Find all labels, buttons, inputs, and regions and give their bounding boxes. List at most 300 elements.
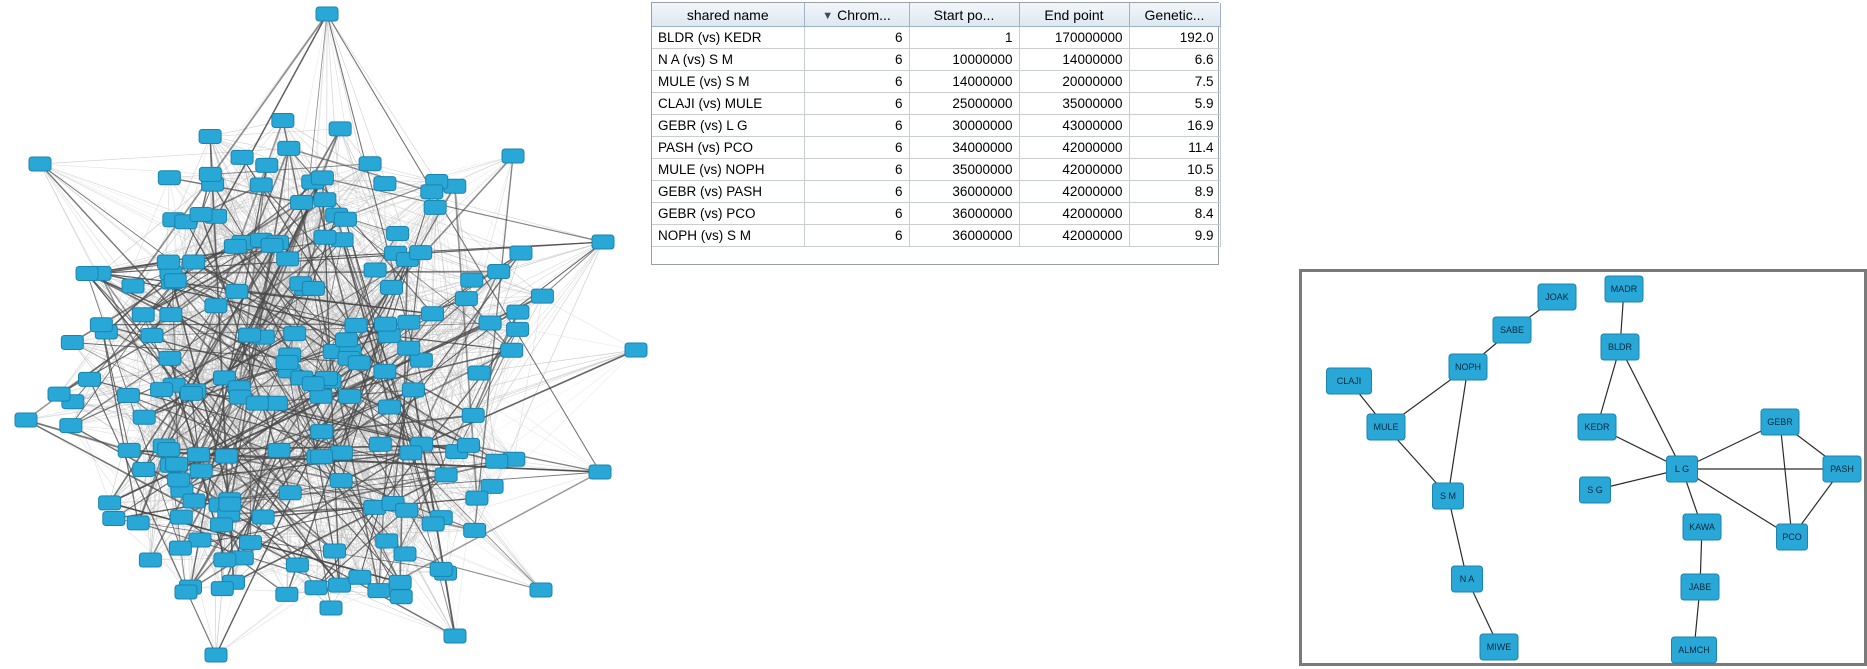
network-node[interactable] bbox=[507, 305, 529, 319]
node-rect[interactable] bbox=[311, 425, 333, 439]
node-rect[interactable] bbox=[376, 534, 398, 548]
network-node[interactable] bbox=[60, 419, 82, 433]
network-node[interactable] bbox=[387, 226, 409, 240]
node-rect[interactable] bbox=[188, 448, 210, 462]
node-rect[interactable] bbox=[164, 274, 186, 288]
network-node[interactable] bbox=[158, 171, 180, 185]
node-rect[interactable] bbox=[170, 510, 192, 524]
network-node[interactable] bbox=[239, 328, 261, 342]
table-row[interactable] bbox=[652, 71, 1220, 93]
node-rect[interactable] bbox=[272, 114, 294, 128]
node-rect[interactable] bbox=[464, 523, 486, 537]
edge-table-panel[interactable] bbox=[651, 2, 1219, 265]
network-node[interactable] bbox=[311, 171, 333, 185]
table-row[interactable] bbox=[652, 49, 1220, 71]
node-rect[interactable] bbox=[530, 583, 552, 597]
network-node[interactable] bbox=[430, 562, 452, 576]
node-rect[interactable] bbox=[205, 648, 227, 662]
network-node[interactable] bbox=[311, 425, 333, 439]
node-rect[interactable] bbox=[190, 464, 212, 478]
node-rect[interactable] bbox=[368, 584, 390, 598]
node-rect[interactable] bbox=[224, 239, 246, 253]
network-node[interactable] bbox=[466, 491, 488, 505]
node-rect[interactable] bbox=[468, 366, 490, 380]
node-rect[interactable] bbox=[375, 317, 397, 331]
node-rect[interactable] bbox=[48, 387, 70, 401]
network-node[interactable] bbox=[531, 289, 553, 303]
network-node[interactable] bbox=[320, 601, 342, 615]
network-node[interactable] bbox=[272, 114, 294, 128]
node-rect[interactable] bbox=[180, 386, 202, 400]
small-network-graph[interactable] bbox=[1299, 269, 1867, 666]
network-node[interactable] bbox=[118, 443, 140, 457]
node-rect[interactable] bbox=[462, 408, 484, 422]
node-rect[interactable] bbox=[311, 450, 333, 464]
network-node[interactable] bbox=[291, 195, 313, 209]
column-header-chromosome[interactable] bbox=[804, 3, 909, 27]
network-node[interactable] bbox=[349, 570, 371, 584]
node-rect[interactable] bbox=[133, 410, 155, 424]
node-rect[interactable] bbox=[369, 437, 391, 451]
network-node[interactable] bbox=[160, 308, 182, 322]
node-rect[interactable] bbox=[592, 235, 614, 249]
network-node[interactable] bbox=[133, 463, 155, 477]
node-rect[interactable] bbox=[276, 355, 298, 369]
node-rect[interactable] bbox=[398, 315, 420, 329]
node-rect[interactable] bbox=[141, 329, 163, 343]
node-rect[interactable] bbox=[479, 316, 501, 330]
network-node-s-g[interactable] bbox=[1580, 477, 1611, 503]
network-node[interactable] bbox=[133, 410, 155, 424]
network-node[interactable] bbox=[424, 200, 446, 214]
node-rect[interactable] bbox=[458, 438, 480, 452]
node-rect[interactable] bbox=[199, 129, 221, 143]
node-rect[interactable] bbox=[215, 449, 237, 463]
node-rect[interactable] bbox=[183, 494, 205, 508]
network-node[interactable] bbox=[369, 437, 391, 451]
network-node[interactable] bbox=[183, 255, 205, 269]
node-rect[interactable] bbox=[314, 193, 336, 207]
network-node[interactable] bbox=[364, 263, 386, 277]
node-rect[interactable] bbox=[502, 149, 524, 163]
table-body[interactable] bbox=[652, 27, 1220, 247]
node-rect[interactable] bbox=[466, 491, 488, 505]
large-network-graph[interactable] bbox=[0, 0, 648, 669]
node-rect[interactable] bbox=[589, 465, 611, 479]
node-rect[interactable] bbox=[133, 463, 155, 477]
network-node[interactable] bbox=[214, 553, 236, 567]
small-network-svg[interactable] bbox=[1302, 272, 1864, 663]
node-rect[interactable] bbox=[277, 252, 299, 266]
network-node-madr[interactable] bbox=[1605, 276, 1643, 302]
node-rect[interactable] bbox=[501, 343, 523, 357]
node-rect[interactable] bbox=[279, 486, 301, 500]
network-node[interactable] bbox=[455, 292, 477, 306]
node-rect[interactable] bbox=[316, 7, 338, 21]
node-rect[interactable] bbox=[158, 443, 180, 457]
node-rect[interactable] bbox=[396, 503, 418, 517]
network-node[interactable] bbox=[488, 265, 510, 279]
node-rect[interactable] bbox=[329, 122, 351, 136]
table-row[interactable] bbox=[652, 93, 1220, 115]
network-node[interactable] bbox=[374, 177, 396, 191]
node-rect[interactable] bbox=[219, 497, 241, 511]
node-rect[interactable] bbox=[132, 308, 154, 322]
node-rect[interactable] bbox=[190, 207, 212, 221]
network-node[interactable] bbox=[175, 585, 197, 599]
network-node[interactable] bbox=[164, 274, 186, 288]
network-node[interactable] bbox=[276, 355, 298, 369]
network-node[interactable] bbox=[330, 474, 352, 488]
network-node[interactable] bbox=[117, 389, 139, 403]
node-rect[interactable] bbox=[507, 305, 529, 319]
network-node[interactable] bbox=[277, 252, 299, 266]
network-node[interactable] bbox=[157, 255, 179, 269]
node-rect[interactable] bbox=[461, 273, 483, 287]
network-node[interactable] bbox=[359, 157, 381, 171]
node-rect[interactable] bbox=[305, 581, 327, 595]
node-rect[interactable] bbox=[435, 468, 457, 482]
node-rect[interactable] bbox=[430, 562, 452, 576]
node-rect[interactable] bbox=[291, 195, 313, 209]
node-rect[interactable] bbox=[246, 396, 268, 410]
network-node[interactable] bbox=[276, 587, 298, 601]
network-node[interactable] bbox=[339, 389, 361, 403]
network-node[interactable] bbox=[390, 590, 412, 604]
network-node[interactable] bbox=[389, 575, 411, 589]
table-row[interactable] bbox=[652, 203, 1220, 225]
network-node[interactable] bbox=[422, 517, 444, 531]
network-node[interactable] bbox=[170, 510, 192, 524]
node-rect[interactable] bbox=[422, 517, 444, 531]
network-node[interactable] bbox=[78, 372, 100, 386]
network-node[interactable] bbox=[305, 581, 327, 595]
network-node[interactable] bbox=[311, 450, 333, 464]
column-header-shared-name[interactable] bbox=[652, 3, 804, 27]
node-rect[interactable] bbox=[199, 167, 221, 181]
node-rect[interactable] bbox=[378, 400, 400, 414]
network-node[interactable] bbox=[435, 468, 457, 482]
network-node[interactable] bbox=[180, 386, 202, 400]
node-rect[interactable] bbox=[345, 318, 367, 332]
network-node[interactable] bbox=[368, 584, 390, 598]
column-header-start-point[interactable] bbox=[909, 3, 1019, 27]
network-node-miwe[interactable] bbox=[1480, 634, 1518, 660]
node-rect[interactable] bbox=[389, 575, 411, 589]
node-rect[interactable] bbox=[400, 446, 422, 460]
network-node[interactable] bbox=[284, 327, 306, 341]
large-network-svg[interactable] bbox=[0, 0, 648, 669]
node-rect[interactable] bbox=[117, 389, 139, 403]
network-node[interactable] bbox=[226, 284, 248, 298]
network-node[interactable] bbox=[345, 318, 367, 332]
node-rect[interactable] bbox=[421, 185, 443, 199]
network-node[interactable] bbox=[103, 512, 125, 526]
network-node[interactable] bbox=[458, 438, 480, 452]
network-node[interactable] bbox=[530, 583, 552, 597]
node-rect[interactable] bbox=[159, 351, 181, 365]
network-node[interactable] bbox=[256, 158, 278, 172]
network-node-l-g[interactable] bbox=[1667, 456, 1698, 482]
network-node[interactable] bbox=[166, 457, 188, 471]
node-rect[interactable] bbox=[349, 570, 371, 584]
node-rect[interactable] bbox=[90, 318, 112, 332]
network-node[interactable] bbox=[224, 239, 246, 253]
node-rect[interactable] bbox=[183, 255, 205, 269]
node-rect[interactable] bbox=[510, 246, 532, 260]
network-node[interactable] bbox=[398, 315, 420, 329]
network-node[interactable] bbox=[189, 533, 211, 547]
node-rect[interactable] bbox=[99, 496, 121, 510]
network-node[interactable] bbox=[205, 299, 227, 313]
node-rect[interactable] bbox=[323, 544, 345, 558]
node-rect[interactable] bbox=[339, 389, 361, 403]
table-row[interactable] bbox=[652, 27, 1220, 49]
network-node-claji[interactable] bbox=[1327, 368, 1372, 394]
node-rect[interactable] bbox=[335, 333, 357, 347]
network-node[interactable] bbox=[76, 267, 98, 281]
node-rect[interactable] bbox=[118, 443, 140, 457]
network-node[interactable] bbox=[422, 307, 444, 321]
network-node[interactable] bbox=[29, 157, 51, 171]
network-node[interactable] bbox=[462, 408, 484, 422]
network-node[interactable] bbox=[219, 497, 241, 511]
network-node[interactable] bbox=[348, 356, 370, 370]
network-node[interactable] bbox=[486, 454, 508, 468]
node-rect[interactable] bbox=[175, 585, 197, 599]
node-rect[interactable] bbox=[486, 454, 508, 468]
network-node[interactable] bbox=[410, 246, 432, 260]
network-node[interactable] bbox=[421, 185, 443, 199]
network-node[interactable] bbox=[502, 149, 524, 163]
node-rect[interactable] bbox=[169, 541, 191, 555]
network-node[interactable] bbox=[589, 465, 611, 479]
network-node[interactable] bbox=[461, 273, 483, 287]
network-node[interactable] bbox=[592, 235, 614, 249]
node-rect[interactable] bbox=[374, 177, 396, 191]
node-rect[interactable] bbox=[205, 299, 227, 313]
network-node[interactable] bbox=[215, 449, 237, 463]
network-node[interactable] bbox=[330, 446, 352, 460]
node-rect[interactable] bbox=[61, 336, 83, 350]
network-node[interactable] bbox=[211, 582, 233, 596]
network-node[interactable] bbox=[169, 541, 191, 555]
network-node[interactable] bbox=[278, 141, 300, 155]
network-node[interactable] bbox=[231, 150, 253, 164]
network-node[interactable] bbox=[141, 329, 163, 343]
node-rect[interactable] bbox=[402, 383, 424, 397]
node-rect[interactable] bbox=[231, 150, 253, 164]
network-node[interactable] bbox=[400, 446, 422, 460]
network-node[interactable] bbox=[314, 230, 336, 244]
network-node[interactable] bbox=[188, 448, 210, 462]
network-node[interactable] bbox=[310, 389, 332, 403]
node-rect[interactable] bbox=[410, 246, 432, 260]
network-node[interactable] bbox=[190, 207, 212, 221]
network-node[interactable] bbox=[15, 413, 37, 427]
node-rect[interactable] bbox=[284, 327, 306, 341]
network-node[interactable] bbox=[501, 343, 523, 357]
node-rect[interactable] bbox=[320, 601, 342, 615]
network-node[interactable] bbox=[625, 343, 647, 357]
table-row[interactable] bbox=[652, 115, 1220, 137]
network-node[interactable] bbox=[90, 318, 112, 332]
network-node[interactable] bbox=[132, 308, 154, 322]
node-rect[interactable] bbox=[314, 230, 336, 244]
node-rect[interactable] bbox=[239, 536, 261, 550]
node-rect[interactable] bbox=[390, 590, 412, 604]
node-rect[interactable] bbox=[329, 578, 351, 592]
network-node[interactable] bbox=[402, 383, 424, 397]
network-node[interactable] bbox=[279, 486, 301, 500]
node-rect[interactable] bbox=[252, 510, 274, 524]
table-row[interactable] bbox=[652, 225, 1220, 247]
node-rect[interactable] bbox=[302, 281, 324, 295]
node-rect[interactable] bbox=[226, 284, 248, 298]
node-rect[interactable] bbox=[394, 547, 416, 561]
column-header-genetic[interactable] bbox=[1129, 3, 1220, 27]
network-node[interactable] bbox=[139, 553, 161, 567]
network-node[interactable] bbox=[375, 317, 397, 331]
node-rect[interactable] bbox=[189, 533, 211, 547]
node-rect[interactable] bbox=[122, 279, 144, 293]
node-rect[interactable] bbox=[348, 356, 370, 370]
network-node-s-m[interactable] bbox=[1433, 483, 1464, 509]
network-node[interactable] bbox=[168, 473, 190, 487]
network-node[interactable] bbox=[464, 523, 486, 537]
network-node[interactable] bbox=[378, 400, 400, 414]
network-node[interactable] bbox=[239, 536, 261, 550]
node-rect[interactable] bbox=[387, 226, 409, 240]
edge-table[interactable] bbox=[652, 3, 1221, 247]
network-node-almch[interactable] bbox=[1672, 637, 1717, 663]
table-row[interactable] bbox=[652, 137, 1220, 159]
node-rect[interactable] bbox=[364, 263, 386, 277]
network-node-gebr[interactable] bbox=[1761, 409, 1799, 435]
network-node[interactable] bbox=[334, 212, 356, 226]
network-node[interactable] bbox=[127, 516, 149, 530]
node-rect[interactable] bbox=[239, 328, 261, 342]
network-node[interactable] bbox=[302, 281, 324, 295]
network-node[interactable] bbox=[316, 7, 338, 21]
node-rect[interactable] bbox=[29, 157, 51, 171]
node-rect[interactable] bbox=[455, 292, 477, 306]
node-rect[interactable] bbox=[78, 372, 100, 386]
network-node[interactable] bbox=[329, 578, 351, 592]
node-rect[interactable] bbox=[261, 238, 283, 252]
node-rect[interactable] bbox=[214, 553, 236, 567]
node-rect[interactable] bbox=[380, 280, 402, 294]
network-node[interactable] bbox=[444, 629, 466, 643]
node-rect[interactable] bbox=[166, 457, 188, 471]
network-node[interactable] bbox=[374, 364, 396, 378]
node-rect[interactable] bbox=[60, 419, 82, 433]
table-row[interactable] bbox=[652, 159, 1220, 181]
node-rect[interactable] bbox=[334, 212, 356, 226]
node-rect[interactable] bbox=[531, 289, 553, 303]
filter-icon[interactable]: ▼ bbox=[822, 9, 834, 22]
node-rect[interactable] bbox=[625, 343, 647, 357]
node-rect[interactable] bbox=[276, 587, 298, 601]
node-rect[interactable] bbox=[103, 512, 125, 526]
node-rect[interactable] bbox=[488, 265, 510, 279]
network-node[interactable] bbox=[329, 122, 351, 136]
node-rect[interactable] bbox=[158, 171, 180, 185]
node-rect[interactable] bbox=[15, 413, 37, 427]
network-node[interactable] bbox=[261, 238, 283, 252]
network-node[interactable] bbox=[314, 193, 336, 207]
network-node[interactable] bbox=[183, 494, 205, 508]
network-node-pash[interactable] bbox=[1823, 456, 1861, 482]
network-node[interactable] bbox=[479, 316, 501, 330]
network-node-sabe[interactable] bbox=[1493, 317, 1531, 343]
network-node-bldr[interactable] bbox=[1601, 334, 1639, 360]
network-node[interactable] bbox=[199, 167, 221, 181]
network-node[interactable] bbox=[99, 496, 121, 510]
network-node[interactable] bbox=[252, 510, 274, 524]
node-rect[interactable] bbox=[507, 322, 529, 336]
network-node[interactable] bbox=[122, 279, 144, 293]
network-node[interactable] bbox=[380, 280, 402, 294]
node-rect[interactable] bbox=[422, 307, 444, 321]
node-rect[interactable] bbox=[302, 377, 324, 391]
network-node[interactable] bbox=[302, 377, 324, 391]
network-node[interactable] bbox=[151, 383, 173, 397]
network-node-kawa[interactable] bbox=[1683, 514, 1721, 540]
network-node[interactable] bbox=[159, 351, 181, 365]
network-node[interactable] bbox=[394, 547, 416, 561]
node-rect[interactable] bbox=[127, 516, 149, 530]
node-rect[interactable] bbox=[168, 473, 190, 487]
network-node[interactable] bbox=[61, 336, 83, 350]
node-rect[interactable] bbox=[330, 474, 352, 488]
node-rect[interactable] bbox=[359, 157, 381, 171]
network-node[interactable] bbox=[398, 341, 420, 355]
network-node-n-a[interactable] bbox=[1452, 566, 1483, 592]
network-node[interactable] bbox=[158, 443, 180, 457]
node-rect[interactable] bbox=[76, 267, 98, 281]
network-node-jabe[interactable] bbox=[1681, 574, 1719, 600]
node-rect[interactable] bbox=[330, 446, 352, 460]
network-node-kedr[interactable] bbox=[1578, 414, 1616, 440]
node-rect[interactable] bbox=[211, 518, 233, 532]
network-node[interactable] bbox=[468, 366, 490, 380]
network-node-noph[interactable] bbox=[1449, 354, 1487, 380]
node-rect[interactable] bbox=[310, 389, 332, 403]
network-node[interactable] bbox=[48, 387, 70, 401]
node-rect[interactable] bbox=[424, 200, 446, 214]
network-node-mule[interactable] bbox=[1367, 414, 1405, 440]
network-node[interactable] bbox=[510, 246, 532, 260]
network-node[interactable] bbox=[507, 322, 529, 336]
network-node[interactable] bbox=[323, 544, 345, 558]
network-node[interactable] bbox=[250, 178, 272, 192]
node-rect[interactable] bbox=[374, 364, 396, 378]
network-node-joak[interactable] bbox=[1538, 284, 1576, 310]
table-row[interactable] bbox=[652, 181, 1220, 203]
node-rect[interactable] bbox=[139, 553, 161, 567]
node-rect[interactable] bbox=[250, 178, 272, 192]
node-rect[interactable] bbox=[398, 341, 420, 355]
network-node[interactable] bbox=[335, 333, 357, 347]
network-node[interactable] bbox=[205, 648, 227, 662]
node-rect[interactable] bbox=[256, 158, 278, 172]
network-node[interactable] bbox=[246, 396, 268, 410]
network-node[interactable] bbox=[211, 518, 233, 532]
node-rect[interactable] bbox=[268, 443, 290, 457]
network-node[interactable] bbox=[199, 129, 221, 143]
node-rect[interactable] bbox=[160, 308, 182, 322]
